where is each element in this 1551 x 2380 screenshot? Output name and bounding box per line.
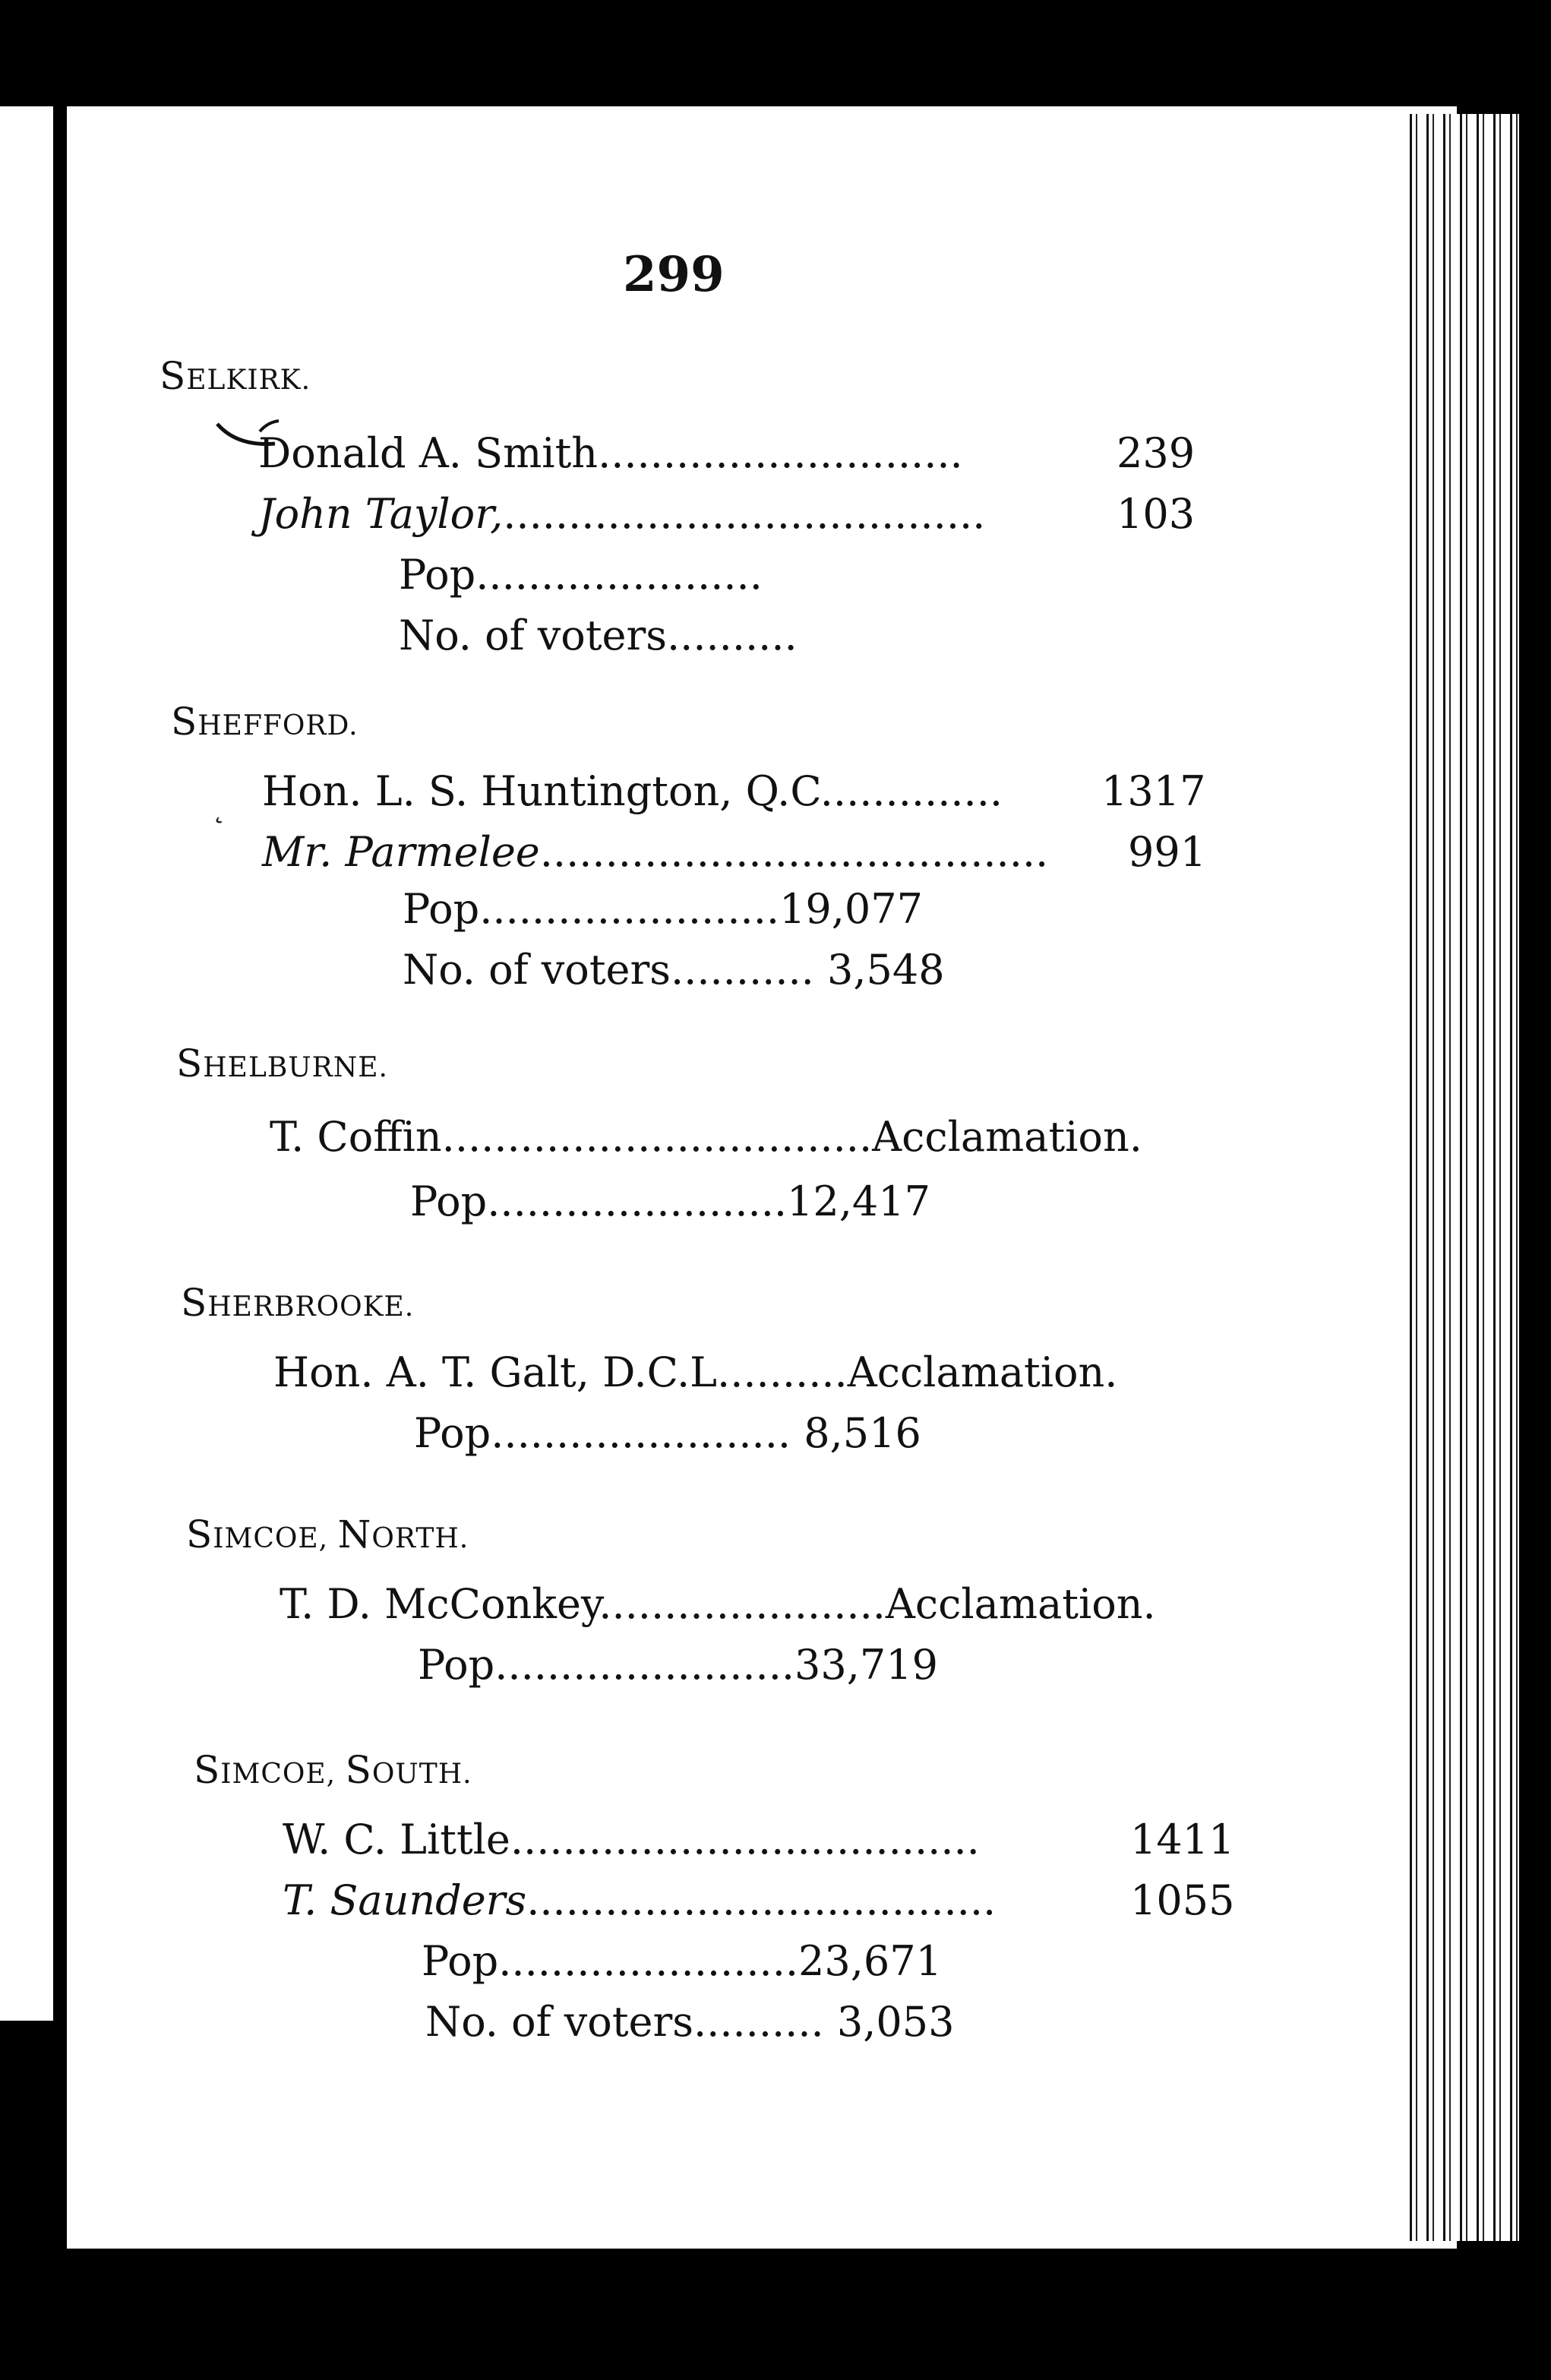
section-heading-simcoe-north: SIMCOE, NORTH. [186,1512,469,1557]
population-label: Pop.......................19,077 [403,885,923,933]
candidate-name: T. Coffin.................................Acclamation. [270,1113,1142,1161]
vote-count: 1055 [1130,1876,1235,1924]
candidate-name: John Taylor,..................................... [258,490,986,538]
population-label: Pop.......................33,719 [418,1641,938,1689]
right-page-edge [1405,114,1519,2241]
page-number: 299 [623,246,725,303]
vote-count: 991 [1128,828,1207,876]
vote-count: 239 [1117,429,1196,477]
population-label: Pop.......................23,671 [422,1937,942,1985]
vote-count: 1317 [1101,767,1206,815]
voters-label: No. of voters........... 3,548 [403,946,945,994]
candidate-name: T. D. McConkey......................Acclamation. [280,1580,1156,1628]
section-heading-shefford: SHEFFORD. [171,700,359,744]
voters-label: No. of voters.......... 3,053 [425,1998,955,2046]
section-heading-shelburne: SHELBURNE. [176,1041,388,1086]
voters-label: No. of voters.......... [399,612,798,659]
section-heading-sherbrooke: SHERBROOKE. [181,1281,415,1325]
section-heading-selkirk: SELKIRK. [160,354,311,398]
candidate-name: Donald A. Smith............................ [258,429,963,477]
section-heading-simcoe-south: SIMCOE, SOUTH. [194,1748,472,1792]
population-label: Pop.......................12,417 [410,1177,930,1225]
vote-count: 103 [1117,490,1196,538]
vote-count: 1411 [1130,1816,1235,1863]
stray-mark: ˛ [211,790,226,825]
candidate-name: T. Saunders.................................... [283,1876,997,1924]
population-label: Pop....................... 8,516 [414,1409,921,1457]
population-label: Pop...................... [399,551,763,599]
candidate-name: Mr. Parmelee....................................... [262,828,1049,876]
candidate-name: Hon. L. S. Huntington, Q.C.............. [262,767,1003,815]
candidate-name: W. C. Little.................................... [283,1816,980,1863]
left-page-edge [0,106,53,2021]
candidate-name: Hon. A. T. Galt, D.C.L..........Acclamation. [273,1348,1118,1396]
